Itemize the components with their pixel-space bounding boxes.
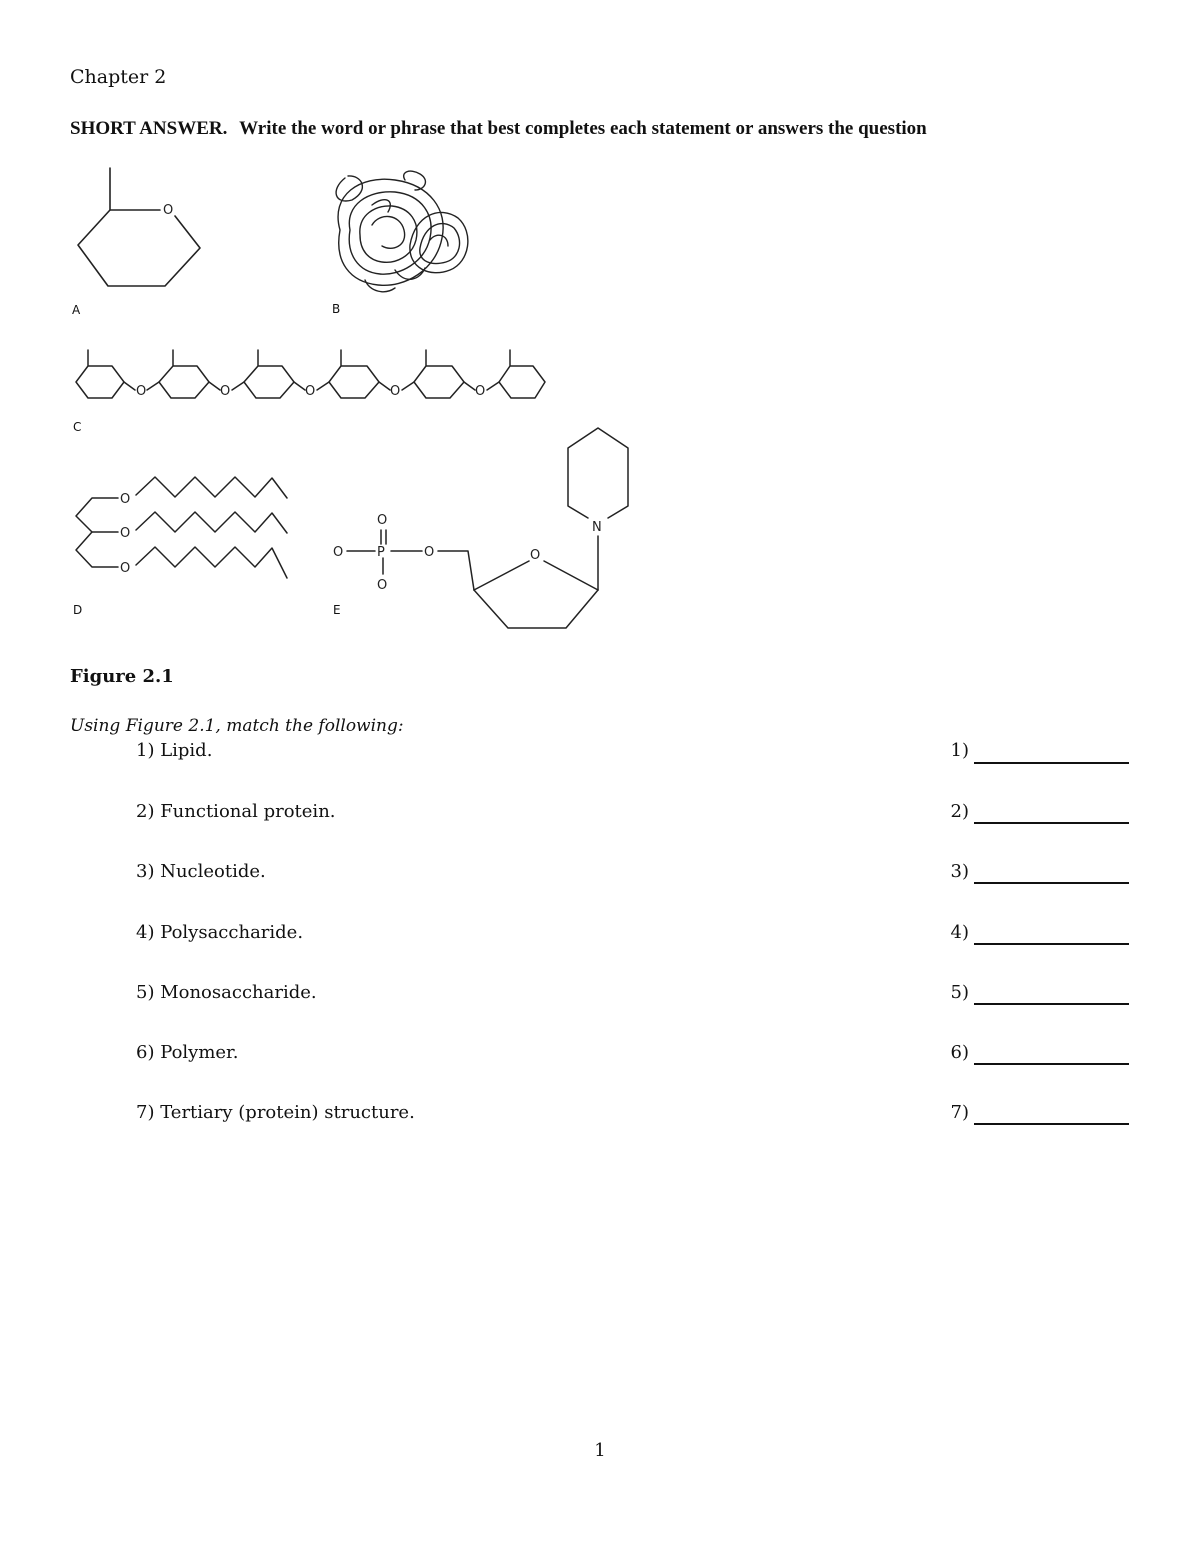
- atom-o: O: [530, 548, 541, 563]
- question-1: 1) Lipid.: [136, 740, 213, 761]
- atom-o: O: [136, 384, 147, 399]
- instructions-bold: SHORT ANSWER.: [70, 118, 228, 139]
- instructions: [70, 118, 927, 140]
- answer-blank-5[interactable]: [974, 1003, 1129, 1005]
- answer-blank-2[interactable]: [974, 822, 1129, 824]
- question-7: 7) Tertiary (protein) structure.: [136, 1102, 415, 1123]
- atom-o: O: [120, 561, 131, 576]
- atom-n: N: [592, 520, 602, 535]
- answer-number-5: 5): [950, 982, 969, 1003]
- atom-p: P: [377, 545, 385, 560]
- atom-o: O: [390, 384, 401, 399]
- panel-label-d: D: [73, 603, 83, 617]
- answer-number-2: 2): [950, 801, 969, 822]
- answer-blank-3[interactable]: [974, 882, 1129, 884]
- panel-label-c: C: [73, 420, 82, 434]
- answer-number-6: 6): [950, 1042, 969, 1063]
- answer-blank-4[interactable]: [974, 943, 1129, 945]
- atom-o: O: [475, 384, 486, 399]
- atom-o: O: [120, 492, 131, 507]
- question-5: 5) Monosaccharide.: [136, 982, 317, 1003]
- question-3: 3) Nucleotide.: [136, 861, 266, 882]
- structure-d-lipid: [73, 477, 287, 617]
- atom-o: O: [424, 545, 435, 560]
- answer-blank-6[interactable]: [974, 1063, 1129, 1065]
- panel-label-a: A: [72, 303, 81, 317]
- question-4: 4) Polysaccharide.: [136, 922, 304, 943]
- figure-2-1-diagram: [0, 150, 700, 650]
- structure-c-polysaccharide: [73, 350, 545, 434]
- answer-number-1: 1): [950, 740, 969, 761]
- answer-number-4: 4): [950, 922, 969, 943]
- answer-blank-7[interactable]: [974, 1123, 1129, 1125]
- instructions-text: Write the word or phrase that best completes each statement or answers the question: [239, 118, 927, 139]
- panel-label-b: B: [332, 302, 341, 316]
- matching-intro: Using Figure 2.1, match the following:: [70, 716, 404, 736]
- structure-a-monosaccharide: [72, 168, 200, 317]
- answer-blank-1[interactable]: [974, 762, 1129, 764]
- atom-o: O: [220, 384, 231, 399]
- answer-number-7: 7): [950, 1102, 969, 1123]
- figure-caption: Figure 2.1: [70, 666, 174, 687]
- question-6: 6) Polymer.: [136, 1042, 239, 1063]
- panel-label-e: E: [333, 603, 341, 617]
- question-2: 2) Functional protein.: [136, 801, 336, 822]
- atom-o: O: [163, 203, 174, 218]
- page-number: 1: [594, 1440, 606, 1461]
- atom-o: O: [377, 513, 388, 528]
- structure-e-nucleotide: [333, 428, 628, 628]
- answer-number-3: 3): [950, 861, 969, 882]
- atom-o: O: [305, 384, 316, 399]
- chapter-heading: Chapter 2: [70, 66, 167, 88]
- atom-o: O: [377, 578, 388, 593]
- atom-o: O: [120, 526, 131, 541]
- atom-o: O: [333, 545, 344, 560]
- structure-b-globular-protein: [332, 171, 468, 316]
